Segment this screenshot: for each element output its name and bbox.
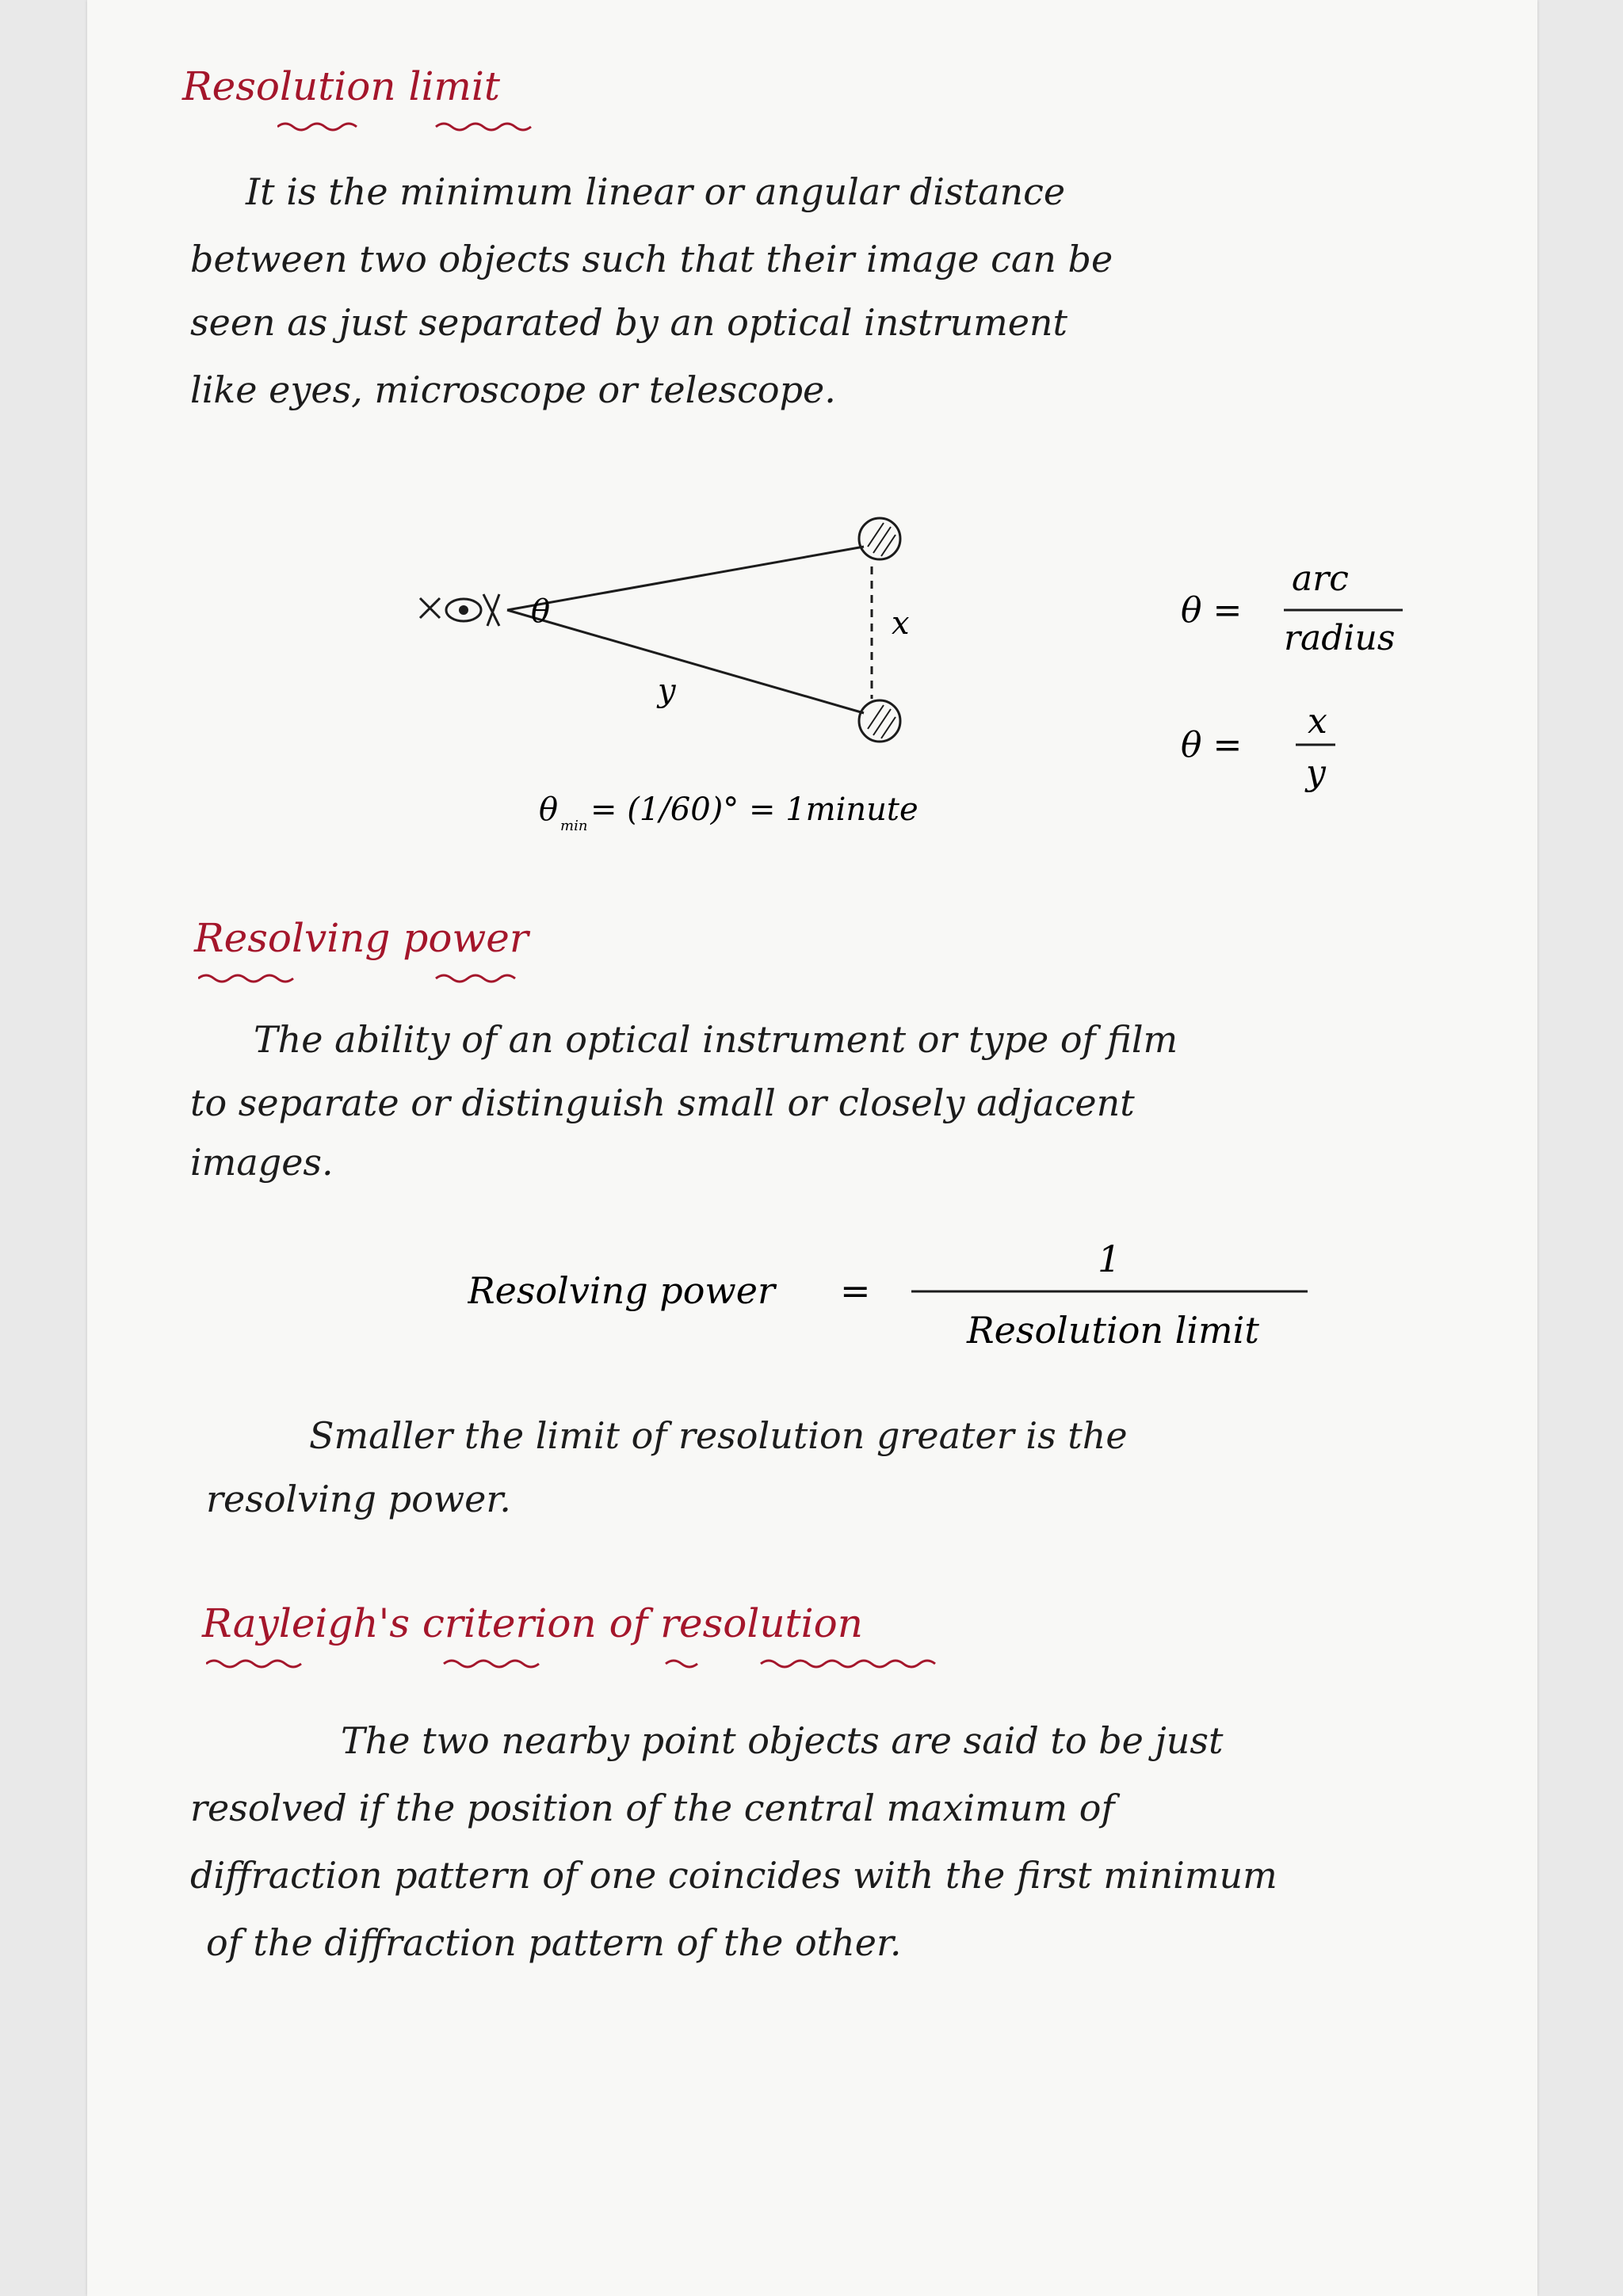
resolving-power-note-2: resolving power. xyxy=(206,1478,511,1520)
rayleigh-underline xyxy=(206,1656,1078,1672)
resolving-power-note-1: Smaller the limit of resolution greater is the xyxy=(309,1414,1128,1457)
rayleigh-line-1: The two nearby point objects are said to be just xyxy=(341,1719,1224,1762)
object-bottom xyxy=(859,700,900,742)
rp-formula-numerator: 1 xyxy=(1098,1238,1121,1280)
resolution-limit-line-2: between two objects such that their image can be xyxy=(190,238,1113,280)
rp-formula-lhs: Resolving power xyxy=(468,1269,775,1312)
formula1-numerator: arc xyxy=(1292,559,1349,599)
theta-min-subscript: min xyxy=(560,818,588,834)
ray-bottom xyxy=(507,610,864,713)
resolving-power-formula xyxy=(468,1236,1419,1379)
resolving-power-underline xyxy=(198,971,674,986)
resolution-limit-line-3: seen as just separated by an optical instrument xyxy=(190,301,1068,344)
object-top xyxy=(859,518,900,559)
formula1-lhs: θ = xyxy=(1181,590,1243,631)
formula2-lhs: θ = xyxy=(1181,725,1243,765)
rp-formula-denominator: Resolution limit xyxy=(967,1309,1259,1352)
rayleigh-line-3: diffraction pattern of one coincides with the first minimum xyxy=(190,1854,1277,1897)
theta-min-value: = (1/60)° = 1minute xyxy=(590,791,918,828)
resolution-limit-heading: Resolution limit xyxy=(182,63,500,109)
theta-formulas xyxy=(1165,547,1498,879)
resolving-power-line-3: images. xyxy=(190,1141,334,1184)
resolution-limit-line-4: like eyes, microscope or telescope. xyxy=(190,368,836,411)
rayleigh-line-4: of the diffraction pattern of the other. xyxy=(206,1921,902,1964)
distance-label: y xyxy=(658,673,676,709)
theta-min-symbol: θ xyxy=(539,791,559,828)
rayleigh-heading: Rayleigh's criterion of resolution xyxy=(202,1600,863,1646)
angular-separation-diagram xyxy=(388,491,1022,903)
notebook-page xyxy=(87,0,1537,2296)
separation-label: x xyxy=(892,605,910,642)
ray-top xyxy=(507,547,864,610)
resolving-power-heading: Resolving power xyxy=(194,915,529,961)
resolution-limit-line-1: It is the minimum linear or angular distance xyxy=(246,170,1066,213)
eye-drawing xyxy=(420,594,499,626)
rp-formula-equals: = xyxy=(840,1269,871,1312)
formula2-numerator: x xyxy=(1308,701,1327,742)
eye-angle-label: θ xyxy=(531,593,551,630)
heading-underline xyxy=(277,119,594,135)
resolving-power-line-2: to separate or distinguish small or closely adjacent xyxy=(190,1081,1135,1124)
formula1-denominator: radius xyxy=(1284,618,1396,658)
rayleigh-line-2: resolved if the position of the central maximum of xyxy=(190,1787,1115,1829)
formula2-denominator: y xyxy=(1306,753,1326,793)
resolving-power-line-1: The ability of an optical instrument or type of film xyxy=(254,1018,1178,1061)
